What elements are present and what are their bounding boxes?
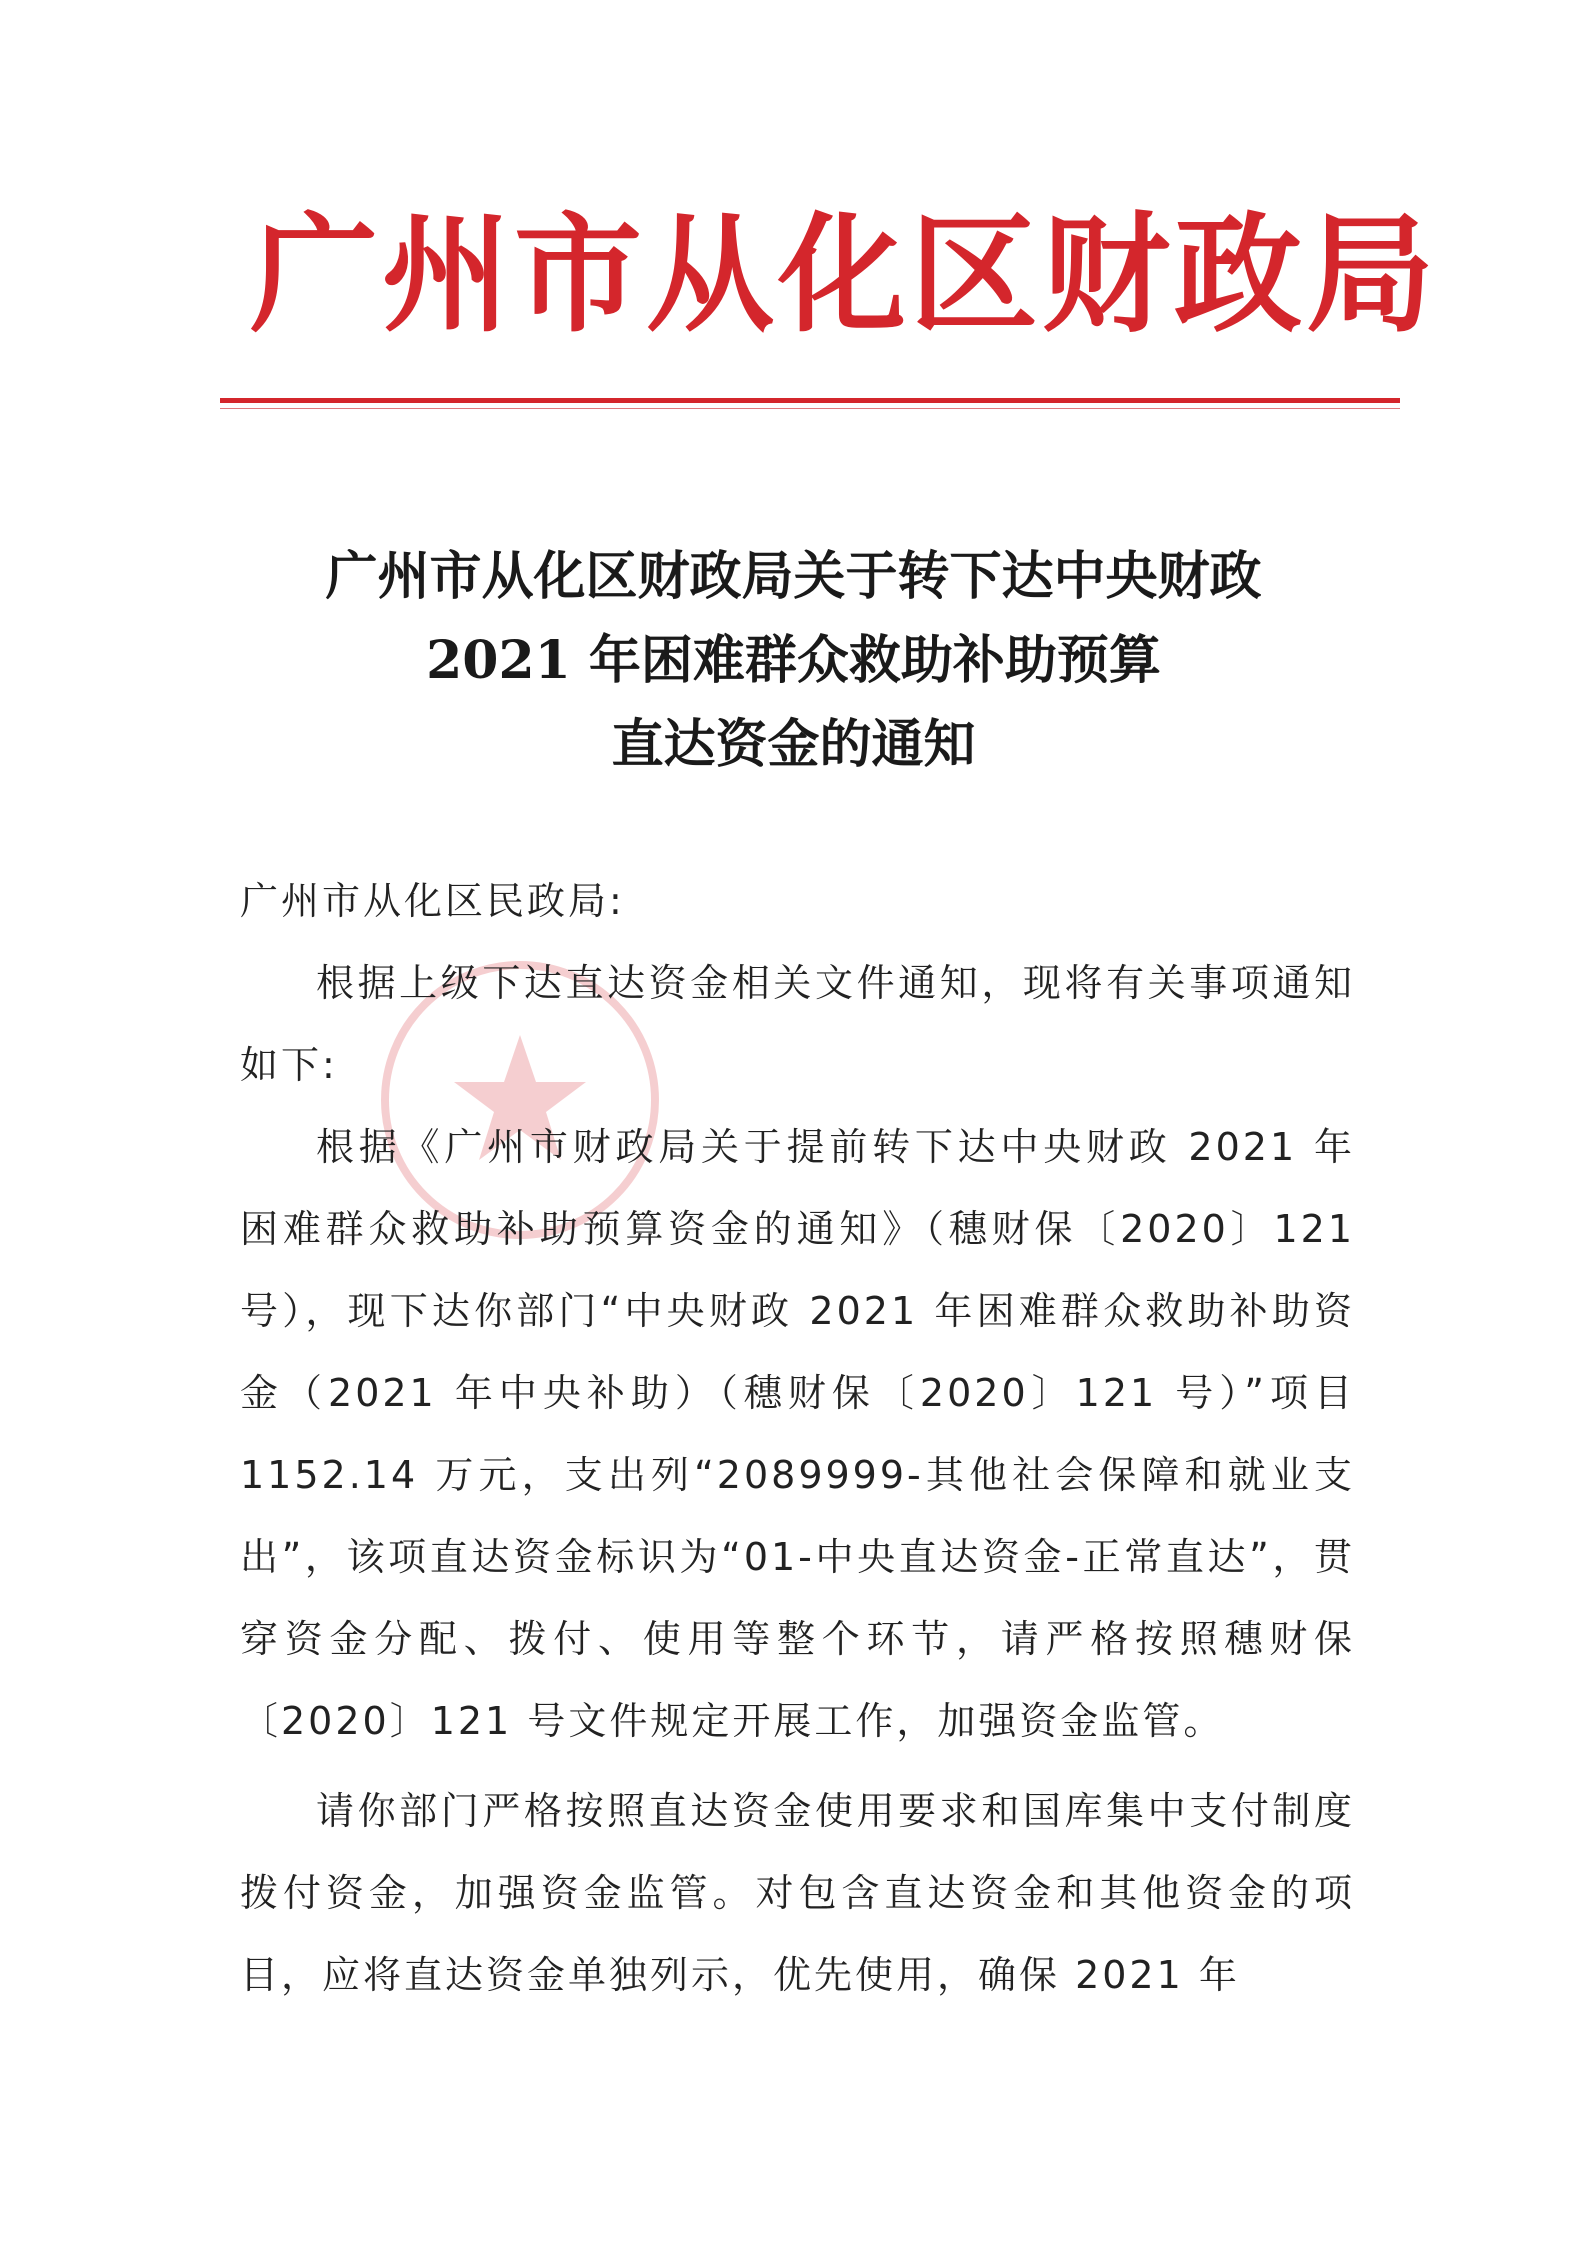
document-title	[200, 535, 1387, 787]
organization-header: 广州市从化区财政局	[250, 200, 1439, 350]
paragraph-requirements: 请你部门严格按照直达资金使用要求和国库集中支付制度拨付资金，加强资金监管。对包含直达资金和其他资金的项目，应将直达资金单独列示，优先使用，确保 2021 年	[240, 1789, 1355, 1997]
title-line-1: 广州市从化区财政局关于转下达中央财政	[325, 546, 1262, 607]
paragraph-intro: 根据上级下达直达资金相关文件通知，现将有关事项通知如下:	[240, 961, 1355, 1087]
header-red-rule-thin	[220, 408, 1400, 409]
paragraph-allocation: 根据《广州市财政局关于提前转下达中央财政 2021 年困难群众救助补助预算资金的通知》（穗财保〔2020〕121 号），现下达你部门“中央财政 2021 年困难群众救助补助资金（2021 年中央补助）（穗财保〔2020〕121 号）”项目 1152.14 万元，支出列“2089999-其他社会保障和就业支出”，该项直达资金标识为“01-中央直达资金-正常直达”，贯穿资金分配、拨付、使用等整个环节，请严格按照穗财保〔2020〕121 号文件规定开展工作，加强资金监管。	[240, 1125, 1355, 1743]
addressee: 广州市从化区民政局:	[240, 879, 625, 923]
header-red-rule	[220, 398, 1400, 403]
title-line-2: 2021 年困难群众救助补助预算	[426, 630, 1161, 691]
title-line-3: 直达资金的通知	[611, 714, 976, 775]
document-body	[240, 860, 1355, 2016]
